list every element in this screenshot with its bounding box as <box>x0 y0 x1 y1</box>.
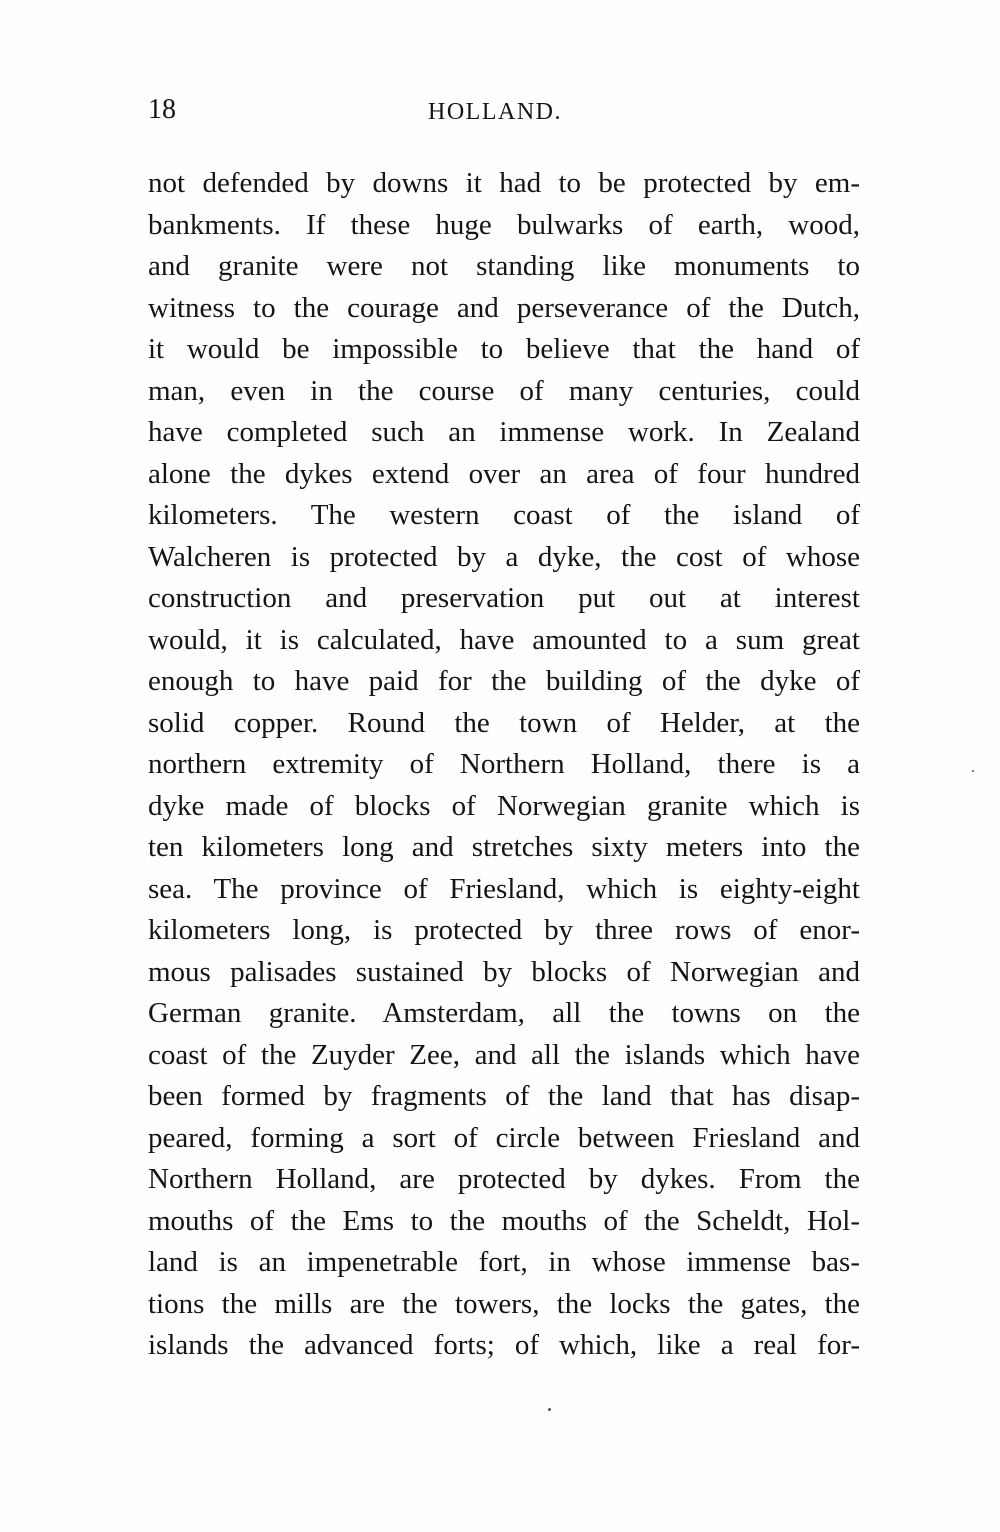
text-line: Northern Holland, are protected by dykes. From the <box>148 1163 860 1195</box>
text-line: would, it is calculated, have amounted to a sum great <box>148 623 860 656</box>
running-title: HOLLAND. <box>428 99 562 125</box>
text-line: kilometers long, is protected by three rows of enor- <box>148 914 860 946</box>
text-line: been formed by fragments of the land that has disap- <box>148 1080 860 1112</box>
text-line: islands the advanced forts; of which, like a real for- <box>148 1329 860 1361</box>
text-line: enough to have paid for the building of the dyke of <box>148 665 860 697</box>
text-line: witness to the courage and perseverance of the Dutch, <box>148 291 860 324</box>
text-line: mouths of the Ems to the mouths of the Scheldt, Hol- <box>148 1204 860 1237</box>
text-line: and granite were not standing like monuments to <box>148 250 860 282</box>
text-line: not defended by downs it had to be protected by em- <box>148 167 860 199</box>
page-number: 18 <box>148 94 176 125</box>
text-line: Walcheren is protected by a dyke, the cost of whose <box>148 540 860 573</box>
text-line: tions the mills are the towers, the locks the gates, the <box>148 1287 860 1320</box>
text-line: bankments. If these huge bulwarks of earth, wood, <box>148 208 860 241</box>
text-line: peared, forming a sort of circle between Friesland and <box>148 1121 860 1154</box>
text-line: it would be impossible to believe that the hand of <box>148 333 860 365</box>
text-line: coast of the Zuyder Zee, and all the islands which have <box>148 1038 860 1071</box>
print-speck <box>548 1408 551 1411</box>
text-line: have completed such an immense work. In Zealand <box>148 416 860 448</box>
text-line: German granite. Amsterdam, all the towns on the <box>148 997 860 1029</box>
text-line: dyke made of blocks of Norwegian granite which is <box>148 789 860 822</box>
text-line: ten kilometers long and stretches sixty meters into the <box>148 831 860 863</box>
text-line: alone the dykes extend over an area of four hundred <box>148 457 860 490</box>
text-line: man, even in the course of many centuries, could <box>148 374 860 407</box>
text-line: sea. The province of Friesland, which is eighty-eight <box>148 872 860 905</box>
print-speck <box>972 770 974 772</box>
text-line: construction and preservation put out at interest <box>148 582 860 614</box>
running-head <box>148 92 862 128</box>
text-line: mous palisades sustained by blocks of Norwegian and <box>148 955 860 988</box>
body-text <box>148 163 860 1367</box>
text-line: kilometers. The western coast of the island of <box>148 499 860 531</box>
text-line: solid copper. Round the town of Helder, at the <box>148 706 860 739</box>
text-line: land is an impenetrable fort, in whose immense bas- <box>148 1246 860 1278</box>
text-line: northern extremity of Northern Holland, there is a <box>148 748 860 780</box>
